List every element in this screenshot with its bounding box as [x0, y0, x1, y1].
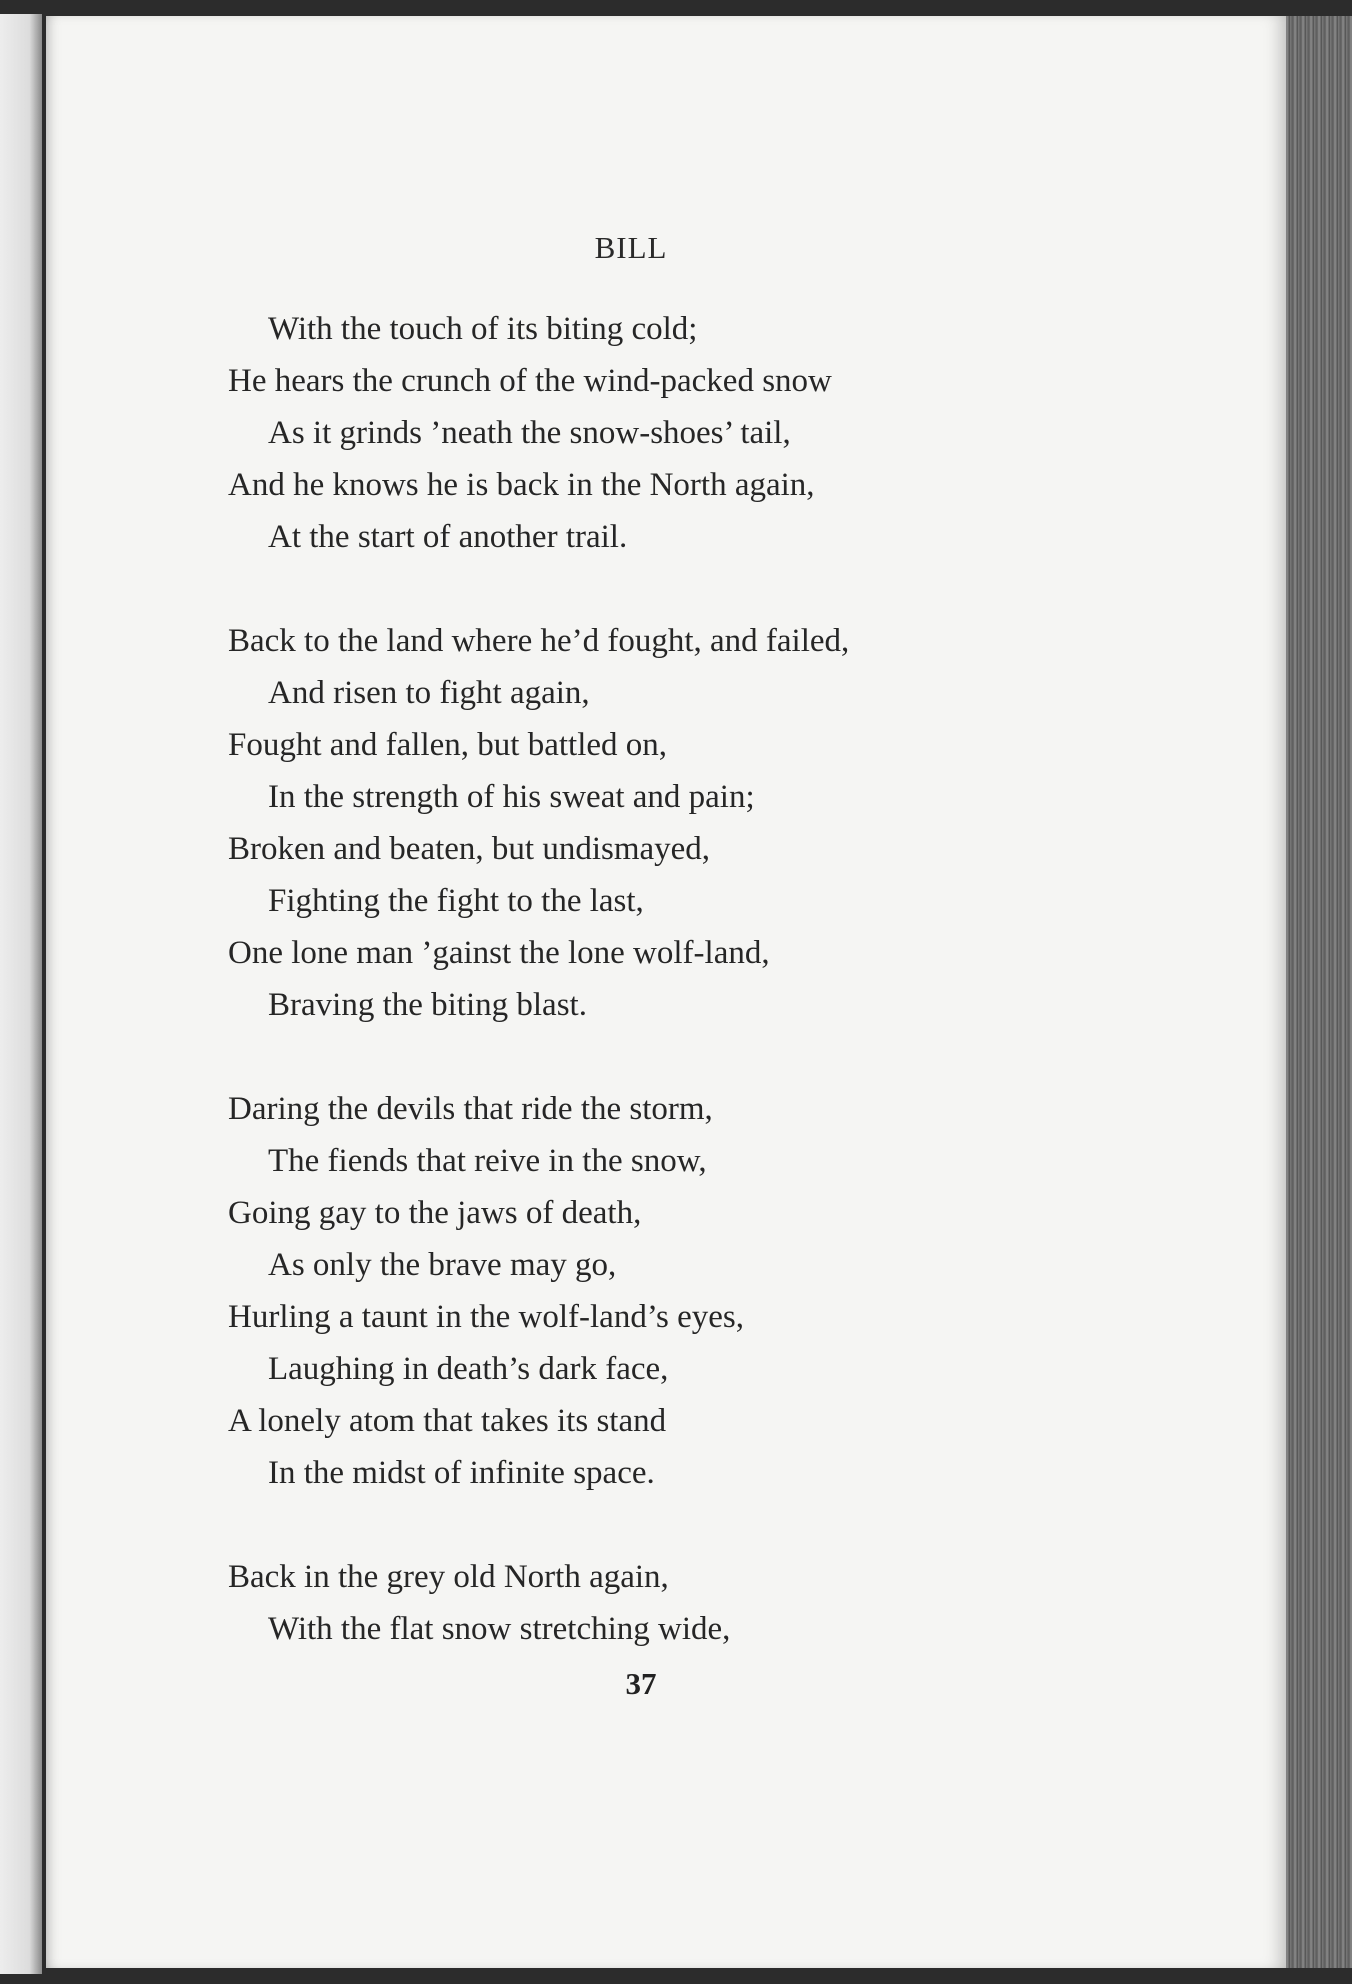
- stanza: [228, 615, 1128, 1031]
- poem-line: Back in the grey old North again,: [228, 1559, 669, 1595]
- poem-line: He hears the crunch of the wind-packed snow: [228, 363, 832, 399]
- stanza-gap: [228, 563, 1128, 615]
- poem-line: With the touch of its biting cold;: [268, 311, 698, 347]
- poem-line: Going gay to the jaws of death,: [228, 1195, 642, 1231]
- poem-line: And he knows he is back in the North again,: [228, 467, 815, 503]
- running-heading: BILL: [594, 230, 668, 265]
- stanza-gap: [228, 1031, 1128, 1083]
- poem-line: A lonely atom that takes its stand: [228, 1403, 667, 1439]
- stanza: [228, 1083, 1128, 1499]
- book-page: [46, 16, 1286, 1968]
- poem-line: At the start of another trail.: [268, 519, 628, 555]
- poem-line: Fighting the fight to the last,: [268, 883, 644, 919]
- stanza: [228, 1551, 1128, 1655]
- poem-line: Braving the biting blast.: [268, 987, 587, 1023]
- poem-line: With the flat snow stretching wide,: [268, 1611, 731, 1647]
- stanza: [228, 303, 1128, 563]
- poem-line: One lone man ’gainst the lone wolf-land,: [228, 935, 770, 971]
- poem-body: [228, 303, 1128, 1655]
- poem-line: Fought and fallen, but battled on,: [228, 727, 668, 763]
- poem-line: And risen to fight again,: [268, 675, 590, 711]
- poem-line: Hurling a taunt in the wolf-land’s eyes,: [228, 1299, 744, 1335]
- poem-line: As only the brave may go,: [268, 1247, 617, 1283]
- poem-line: Daring the devils that ride the storm,: [228, 1091, 713, 1127]
- poem-line: As it grinds ’neath the snow-shoes’ tail,: [268, 415, 791, 451]
- poem-line: In the midst of infinite space.: [268, 1455, 655, 1491]
- stanza-gap: [228, 1499, 1128, 1551]
- page-block-edge: [1282, 16, 1352, 1968]
- poem-line: In the strength of his sweat and pain;: [268, 779, 755, 815]
- page-number: 37: [625, 1666, 657, 1701]
- poem-line: Broken and beaten, but undismayed,: [228, 831, 711, 867]
- poem-line: Back to the land where he’d fought, and failed,: [228, 623, 850, 659]
- poem-line: The fiends that reive in the snow,: [268, 1143, 707, 1179]
- left-page-edge: [0, 14, 42, 1974]
- poem-line: Laughing in death’s dark face,: [268, 1351, 669, 1387]
